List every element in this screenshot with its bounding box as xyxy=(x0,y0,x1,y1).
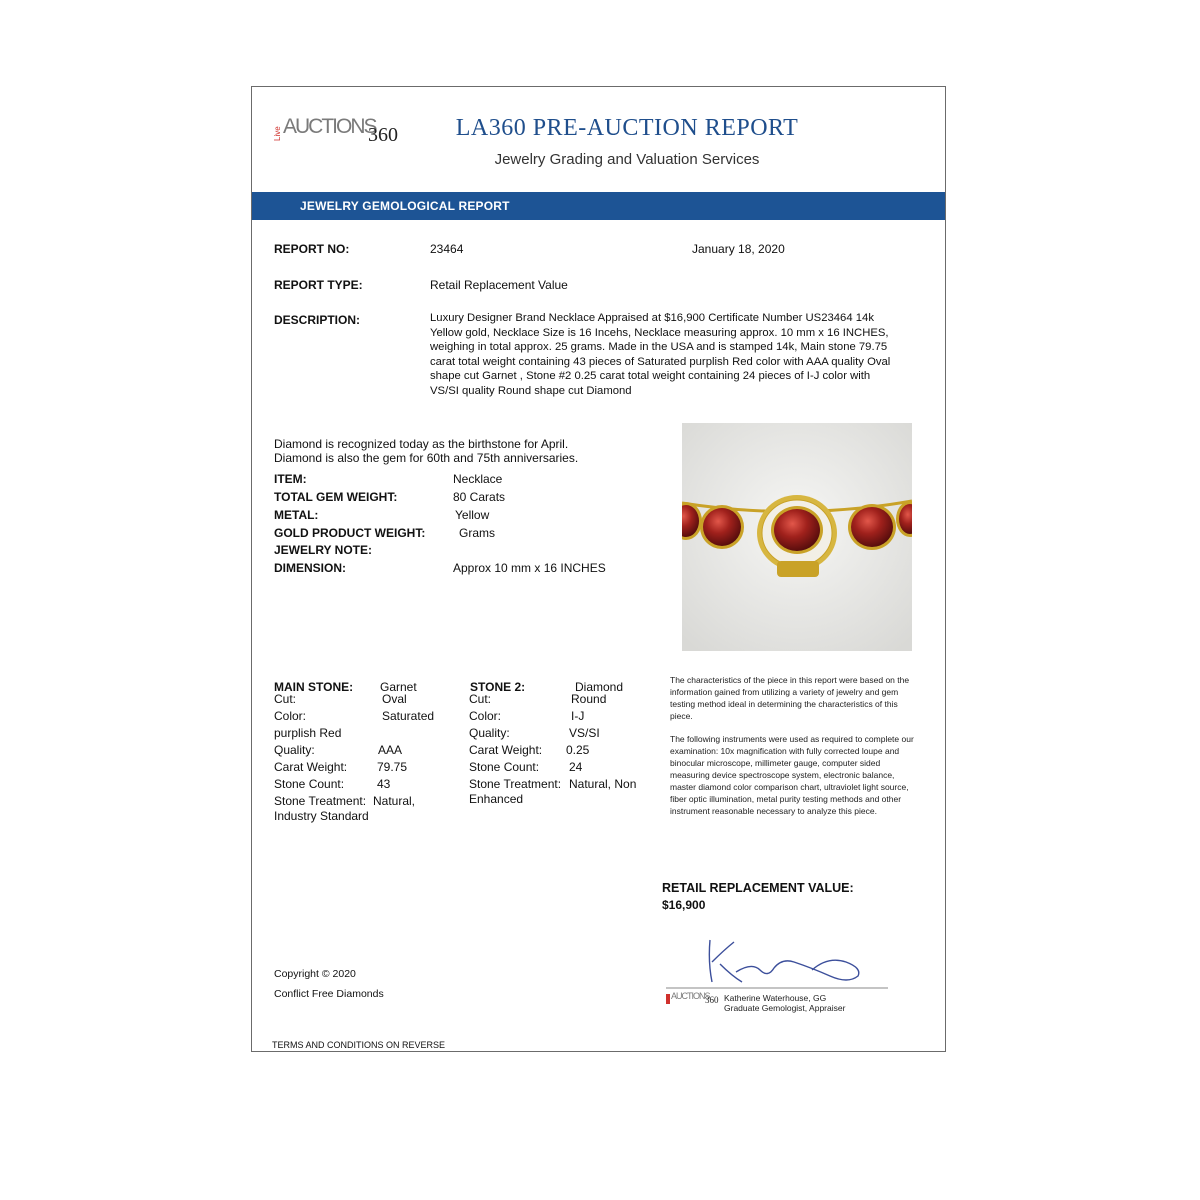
section-band xyxy=(252,192,945,220)
report-type-value: Retail Replacement Value xyxy=(430,278,568,292)
gold-weight-value: Grams xyxy=(459,526,495,540)
copyright: Copyright © 2020 xyxy=(274,968,356,980)
stone2-treat-value: Natural, Non xyxy=(569,777,637,791)
stone2-quality-label: Quality: xyxy=(469,726,510,740)
report-no-label: REPORT NO: xyxy=(274,242,350,256)
retail-value-amount: $16,900 xyxy=(662,898,706,912)
dimension-value: Approx 10 mm x 16 INCHES xyxy=(453,561,606,575)
stone2-title: STONE 2: xyxy=(470,680,526,694)
band-label: JEWELRY GEMOLOGICAL REPORT xyxy=(300,199,510,213)
main-stone-title: MAIN STONE: xyxy=(274,680,354,694)
description-text: Luxury Designer Brand Necklace Appraised at $16,900 Certificate Number US23464 14k Yellow gold, Necklace Size is 16 Incehs, Necklace measuring approx. 10 mm x 16 INCHES, weighing in total approx. 25 grams. Made in the USA and is stamped 14k, Main stone 79.75 carat total weight containing 43 pieces of Saturated purplish Red color with AAA quality Oval shape cut Garnet , Stone #2 0.25 carat total weight containing 24 pieces of I-J color with VS/SI quality Round shape cut Diamond xyxy=(430,312,891,397)
stone2-cut-value: Round xyxy=(571,692,607,706)
main-carat-value: 79.75 xyxy=(377,760,408,774)
main-color-label: Color: xyxy=(274,709,307,723)
birthstone-line-1: Diamond is recognized today as the birthstone for April. xyxy=(274,437,569,451)
company-logo: Live AUCTIONS 360 xyxy=(273,115,398,146)
report-date: January 18, 2020 xyxy=(692,242,785,256)
live-logo-mark xyxy=(273,118,282,142)
item-value: Necklace xyxy=(453,472,503,486)
conflict-free: Conflict Free Diamonds xyxy=(274,988,384,1000)
signature-image xyxy=(662,932,892,994)
report-no-value: 23464 xyxy=(430,242,464,256)
report-title: LA360 PRE-AUCTION REPORT xyxy=(455,115,799,141)
report-subtitle: Jewelry Grading and Valuation Services xyxy=(494,151,760,168)
main-quality-value: AAA xyxy=(378,743,403,757)
main-cut-label: Cut: xyxy=(274,692,297,706)
report-sheet xyxy=(251,86,946,1052)
main-count-label: Stone Count: xyxy=(274,777,345,791)
main-stone-name: Garnet xyxy=(380,680,417,694)
appraiser-signature-block: AUCTIONS 360 Katherine Waterhouse, GG Graduate Gemologist, Appraiser xyxy=(662,932,892,1017)
stone2-color-value: I-J xyxy=(571,709,585,723)
stone2-treat-cont: Enhanced xyxy=(469,792,524,806)
metal-value: Yellow xyxy=(455,508,490,522)
retail-value-label: RETAIL REPLACEMENT VALUE: xyxy=(662,881,854,895)
main-count-value: 43 xyxy=(377,777,391,791)
stone2-quality-value: VS/SI xyxy=(569,726,600,740)
stone2-color-label: Color: xyxy=(469,709,502,723)
appraiser-name: Katherine Waterhouse, GG xyxy=(724,993,827,1003)
main-treat-label: Stone Treatment: xyxy=(274,794,367,808)
main-carat-label: Carat Weight: xyxy=(274,760,348,774)
stone2-cut-label: Cut: xyxy=(469,692,492,706)
gold-weight-label: GOLD PRODUCT WEIGHT: xyxy=(274,526,426,540)
svg-text:Live: Live xyxy=(273,126,282,141)
item-label: ITEM: xyxy=(274,472,307,486)
gem-weight-label: TOTAL GEM WEIGHT: xyxy=(274,490,398,504)
stone2-carat-value: 0.25 xyxy=(566,743,590,757)
notes-paragraph-1: The characteristics of the piece in this report were based on the information gained from utilizing a variety of jewelry and gem testing method ideal in determining the characteristics of this piece. xyxy=(670,675,910,721)
stone2-count-label: Stone Count: xyxy=(469,760,540,774)
birthstone-line-2: Diamond is also the gem for 60th and 75th anniversaries. xyxy=(274,451,579,465)
description-label: DESCRIPTION: xyxy=(274,313,361,327)
jewelry-note-label: JEWELRY NOTE: xyxy=(274,543,373,557)
terms-note: TERMS AND CONDITIONS ON REVERSE xyxy=(272,1040,446,1050)
examination-notes xyxy=(670,674,915,817)
stone2-carat-label: Carat Weight: xyxy=(469,743,543,757)
stone2-name: Diamond xyxy=(575,680,624,694)
sig-logo-mark xyxy=(666,994,670,1004)
retail-value xyxy=(662,881,854,912)
main-color-value: Saturated xyxy=(382,709,435,723)
main-cut-value: Oval xyxy=(382,692,407,706)
metal-label: METAL: xyxy=(274,508,319,522)
main-color-cont: purplish Red xyxy=(274,726,342,740)
appraiser-title: Graduate Gemologist, Appraiser xyxy=(724,1003,846,1013)
main-treat-cont: Industry Standard xyxy=(274,809,369,823)
notes-paragraph-2: The following instruments were used as required to complete our examination: 10x magnification with fully corrected loupe and binocular microscope, millimeter gauge, computer sided measuring device spectroscope system, electronic balance, master diamond color comparison chart, ultraviolet light source, fiber optic illumination, metal purity testing methods and other instrument reasonable necessary to analyze this piece. xyxy=(670,734,914,816)
main-quality-label: Quality: xyxy=(274,743,315,757)
necklace-photo xyxy=(682,423,912,651)
stone2-count-value: 24 xyxy=(569,760,583,774)
gem-weight-value: 80 Carats xyxy=(453,490,506,504)
stone2-treat-label: Stone Treatment: xyxy=(469,777,562,791)
dimension-label: DIMENSION: xyxy=(274,561,346,575)
main-treat-value: Natural, xyxy=(373,794,416,808)
report-type-label: REPORT TYPE: xyxy=(274,278,363,292)
